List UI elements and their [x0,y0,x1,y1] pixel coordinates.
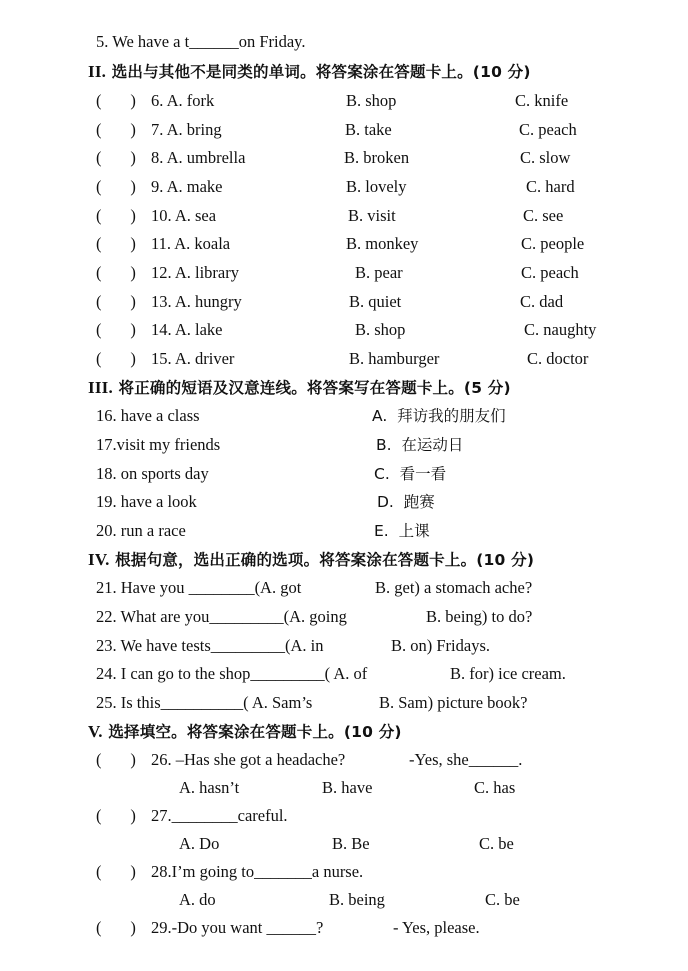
question-text: 27.________careful. [151,806,288,825]
option-a: 8. A. umbrella [151,148,246,167]
option-c: C. naughty [524,320,597,339]
question-text: 25. Is this__________( A. Sam’s [96,693,313,712]
list-item [96,607,533,627]
answer-paren[interactable]: ( ) [96,862,136,881]
option-c: C. hard [526,177,575,196]
list-item [96,578,533,598]
answer-paren[interactable]: ( ) [96,806,136,825]
answer-paren[interactable]: ( ) [96,263,136,282]
list-item [96,636,490,656]
list-item [96,406,506,426]
question-5: 5. We have a t______on Friday. [96,32,306,51]
answer-paren[interactable]: ( ) [96,177,136,196]
answer-paren[interactable]: ( ) [96,349,136,368]
list-item [96,693,528,713]
section-3-heading [88,378,511,398]
option-b: B. have [322,778,373,797]
option-b: B. shop [355,320,406,339]
option-c: C. be [485,890,520,909]
answer-paren[interactable]: ( ) [96,320,136,339]
list-item [96,664,566,684]
phrase-cn[interactable]: C. 看一看 [374,465,447,483]
option-a: 11. A. koala [151,234,231,253]
section-5-number: V. [88,722,103,741]
section-3-title: 将正确的短语及汉意连线。将答案写在答题卡上。(5 分) [118,379,511,397]
option-b: B. quiet [349,292,402,311]
option-c: C. has [474,778,516,797]
option-a: 10. A. sea [151,206,217,225]
answer-paren[interactable]: ( ) [96,234,136,253]
list-item [96,435,464,455]
option-b: B. pear [355,263,403,282]
list-item [96,492,435,512]
question-text: 24. I can go to the shop_________( A. of [96,664,368,683]
option-a: 13. A. hungry [151,292,242,311]
option-a: A. hasn’t [179,778,240,797]
option-c: C. peach [519,120,577,139]
phrase-cn[interactable]: B. 在运动日 [376,436,464,454]
question-text: 28.I’m going to_______a nurse. [151,862,364,881]
phrase-en[interactable]: 16. have a class [96,406,200,425]
answer-paren[interactable]: ( ) [96,750,136,769]
question-response: - Yes, please. [393,918,480,937]
answer-paren[interactable]: ( ) [96,206,136,225]
option-a: 12. A. library [151,263,239,282]
answer-paren[interactable]: ( ) [96,918,136,937]
option-a: 9. A. make [151,177,223,196]
option-b: B. hamburger [349,349,440,368]
question-text: 21. Have you ________(A. got [96,578,302,597]
option-a: 7. A. bring [151,120,222,139]
option-c: C. doctor [527,349,589,368]
answer-paren[interactable]: ( ) [96,292,136,311]
phrase-en[interactable]: 18. on sports day [96,464,209,483]
question-text: 26. –Has she got a headache? [151,750,346,769]
option-b: B. get) a stomach ache? [375,578,533,597]
option-b: B. lovely [346,177,407,196]
option-b: B. Be [332,834,370,853]
option-c: C. slow [520,148,571,167]
section-4-heading [88,550,534,570]
phrase-en[interactable]: 19. have a look [96,492,197,511]
phrase-en[interactable]: 20. run a race [96,521,186,540]
section-2-title: 选出与其他不是同类的单词。将答案涂在答题卡上。(10 分) [111,63,531,81]
option-c: C. be [479,834,514,853]
option-a: A. do [179,890,216,909]
option-c: C. dad [520,292,564,311]
section-3-number: III. [88,378,113,397]
option-a: 14. A. lake [151,320,223,339]
option-b: B. shop [346,91,397,110]
question-response: -Yes, she______. [409,750,523,769]
option-b: B. visit [348,206,396,225]
option-b: B. being) to do? [426,607,533,626]
option-c: C. peach [521,263,579,282]
phrase-en[interactable]: 17.visit my friends [96,435,221,454]
option-b: B. being [329,890,385,909]
option-c: C. people [521,234,585,253]
option-a: 15. A. driver [151,349,235,368]
option-b: B. Sam) picture book? [379,693,528,712]
option-b: B. take [345,120,392,139]
answer-paren[interactable]: ( ) [96,120,136,139]
list-item [96,521,430,541]
phrase-cn[interactable]: E. 上课 [374,522,430,540]
list-item [96,464,447,484]
section-4-title: 根据句意，选出正确的选项。将答案涂在答题卡上。(10 分) [115,551,535,569]
option-b: B. broken [344,148,410,167]
answer-paren[interactable]: ( ) [96,148,136,167]
section-2-heading [88,62,531,82]
section-5-title: 选择填空。将答案涂在答题卡上。(10 分) [108,723,402,741]
section-2-number: II. [88,62,107,81]
question-text: 22. What are you_________(A. going [96,607,347,626]
option-c: C. knife [515,91,569,110]
section-4-number: IV. [88,550,110,569]
phrase-cn[interactable]: A. 拜访我的朋友们 [372,407,506,425]
option-a: 6. A. fork [151,91,215,110]
question-text: 23. We have tests_________(A. in [96,636,324,655]
answer-paren[interactable]: ( ) [96,91,136,110]
section-5-heading [88,722,402,742]
option-b: B. for) ice cream. [450,664,566,683]
option-c: C. see [523,206,564,225]
option-b: B. on) Fridays. [391,636,490,655]
option-b: B. monkey [346,234,419,253]
question-text: 29.-Do you want ______? [151,918,324,937]
option-a: A. Do [179,834,220,853]
phrase-cn[interactable]: D. 跑赛 [377,493,435,511]
